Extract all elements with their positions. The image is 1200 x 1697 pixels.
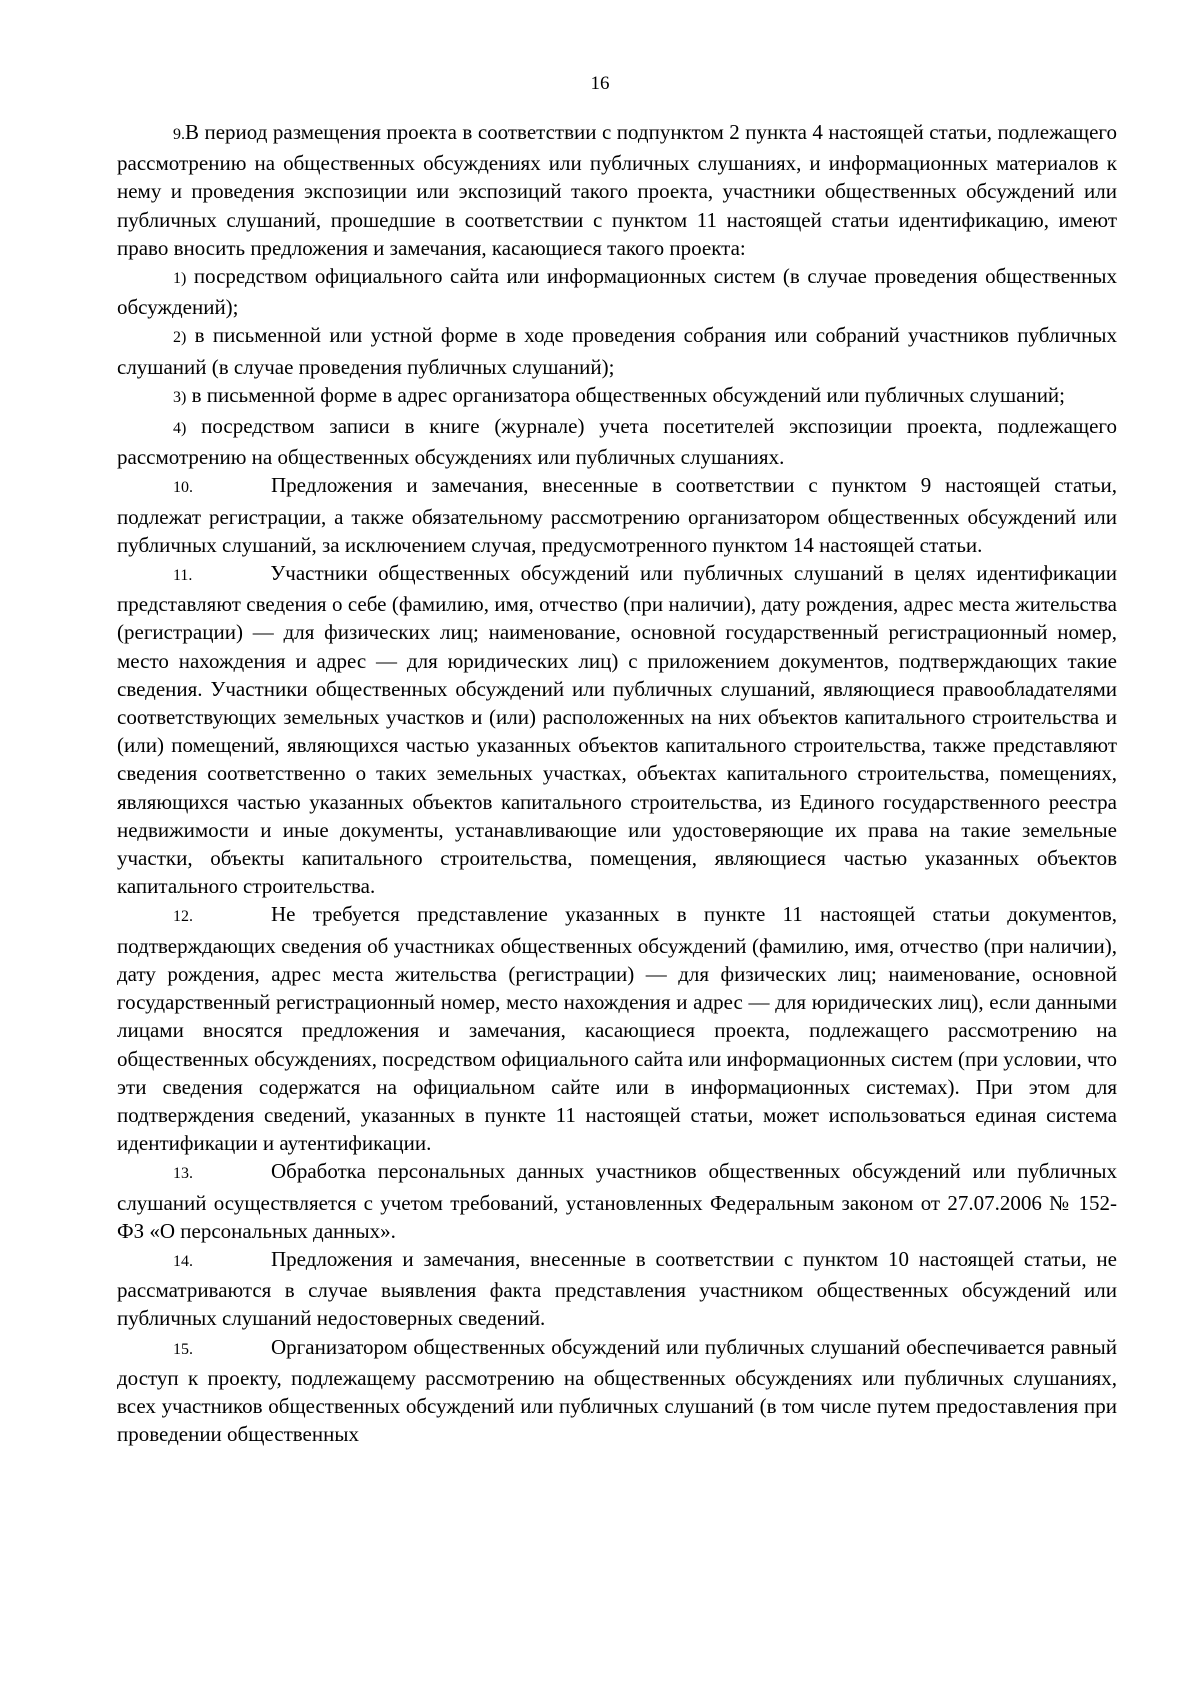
paragraph-text: Предложения и замечания, внесенные в соответствии с пунктом 9 настоящей статьи, подлежат регистрации, а также обязательному рассмотрению организатором общественных обсуждений или публичных слушаний, за исключением случая, предусмотренного пунктом 14 настоящей статьи.	[117, 473, 1117, 557]
paragraph-12	[117, 900, 1117, 1157]
paragraph-14	[117, 1245, 1117, 1333]
list-item-number: 4)	[173, 420, 187, 438]
paragraph-text: Предложения и замечания, внесенные в соответствии с пунктом 10 настоящей статьи, не рассматриваются в случае выявления факта представления участником общественных обсуждений или публичных слушаний недостоверных сведений.	[117, 1246, 1117, 1331]
list-item-text: посредством записи в книге (журнале) учета посетителей экспозиции проекта, подлежащего рассмотрению на общественных обсуждениях или публичных слушаниях.	[117, 414, 1117, 470]
paragraph-number: 13.	[173, 1165, 193, 1183]
paragraph-15	[117, 1333, 1117, 1449]
paragraph-text: Не требуется представление указанных в пункте 11 настоящей статьи документов, подтверждающих сведения об участниках общественных обсуждений (фамилию, имя, отчество (при наличии), дату рождения, адрес места жительства (регистрации) — для физических лиц; наименование, основной государственный регистрационный номер, место нахождения и адрес — для юридических лиц), если данными лицами вносятся предложения и замечания, касающиеся проекта, подлежащего рассмотрению на общественных обсуждениях, посредством официального сайта или информационных систем (при условии, что эти сведения содержатся на официальном сайте или в информационных системах). При этом для подтверждения сведений, указанных в пункте 11 настоящей статьи, может использоваться единая система идентификации и аутентификации.	[117, 902, 1117, 1156]
list-item-text: в письменной или устной форме в ходе проведения собрания или собраний участников публичных слушаний (в случае проведения публичных слушаний);	[117, 323, 1117, 379]
paragraph-text: В период размещения проекта в соответствии с подпунктом 2 пункта 4 настоящей статьи, подлежащего рассмотрению на общественных обсуждениях или публичных слушаниях, и информационных материалов к нему и проведения экспозиции или экспозиций такого проекта, участники общественных обсуждений или публичных слушаний, прошедшие в соответствии с пунктом 11 настоящей статьи идентификацию, имеют право вносить предложения и замечания, касающиеся такого проекта:	[117, 120, 1117, 260]
paragraph-text: Организатором общественных обсуждений или публичных слушаний обеспечивается равный доступ к проекту, подлежащему рассмотрению на общественных обсуждениях или публичных слушаниях, всех участников общественных обсуждений или публичных слушаний (в том числе путем предоставления при проведении общественных	[117, 1334, 1117, 1447]
paragraph-text: Обработка персональных данных участников общественных обсуждений или публичных слушаний осуществляется с учетом требований, установленных Федеральным законом от 27.07.2006 № 152-ФЗ «О персональных данных».	[117, 1159, 1117, 1243]
page-number: 16	[590, 73, 610, 94]
paragraph-number: 14.	[173, 1252, 193, 1270]
paragraph-number: 12.	[173, 908, 193, 926]
list-item-number: 3)	[173, 388, 187, 406]
list-item-1	[117, 262, 1117, 321]
paragraph-11	[117, 559, 1117, 900]
list-item-text: в письменной форме в адрес организатора общественных обсуждений или публичных слушаний;	[186, 382, 1066, 407]
paragraph-text: Участники общественных обсуждений или публичных слушаний в целях идентификации представляют сведения о себе (фамилию, имя, отчество (при наличии), дату рождения, адрес места жительства (регистрации) — для физических лиц; наименование, основной государственный регистрационный номер, место нахождения и адрес — для юридических лиц) с приложением документов, подтверждающих такие сведения. Участники общественных обсуждений или публичных слушаний, являющиеся правообладателями соответствующих земельных участков и (или) расположенных на них объектов капитального строительства и (или) помещений, являющихся частью указанных объектов капитального строительства, также представляют сведения соответственно о таких земельных участках, объектах капитального строительства, помещениях, являющихся частью указанных объектов капитального строительства, из Единого государственного реестра недвижимости и иные документы, устанавливающие или удостоверяющие их права на такие земельные участки, объекты капитального строительства, помещения, являющиеся частью указанных объектов капитального строительства.	[117, 561, 1117, 899]
document-body	[117, 118, 1117, 1448]
list-item-text: посредством официального сайта или информационных систем (в случае проведения общественных обсуждений);	[117, 264, 1117, 320]
list-item-3	[117, 381, 1117, 412]
paragraph-number: 15.	[173, 1340, 193, 1358]
paragraph-9	[117, 118, 1117, 262]
list-item-4	[117, 412, 1117, 471]
paragraph-number: 11.	[173, 567, 193, 585]
paragraph-number: 10.	[173, 479, 193, 497]
paragraph-10	[117, 471, 1117, 559]
list-item-number: 1)	[173, 270, 187, 288]
paragraph-13	[117, 1157, 1117, 1245]
list-item-2	[117, 321, 1117, 380]
paragraph-number: 9.	[173, 126, 185, 143]
list-item-number: 2)	[173, 329, 187, 347]
